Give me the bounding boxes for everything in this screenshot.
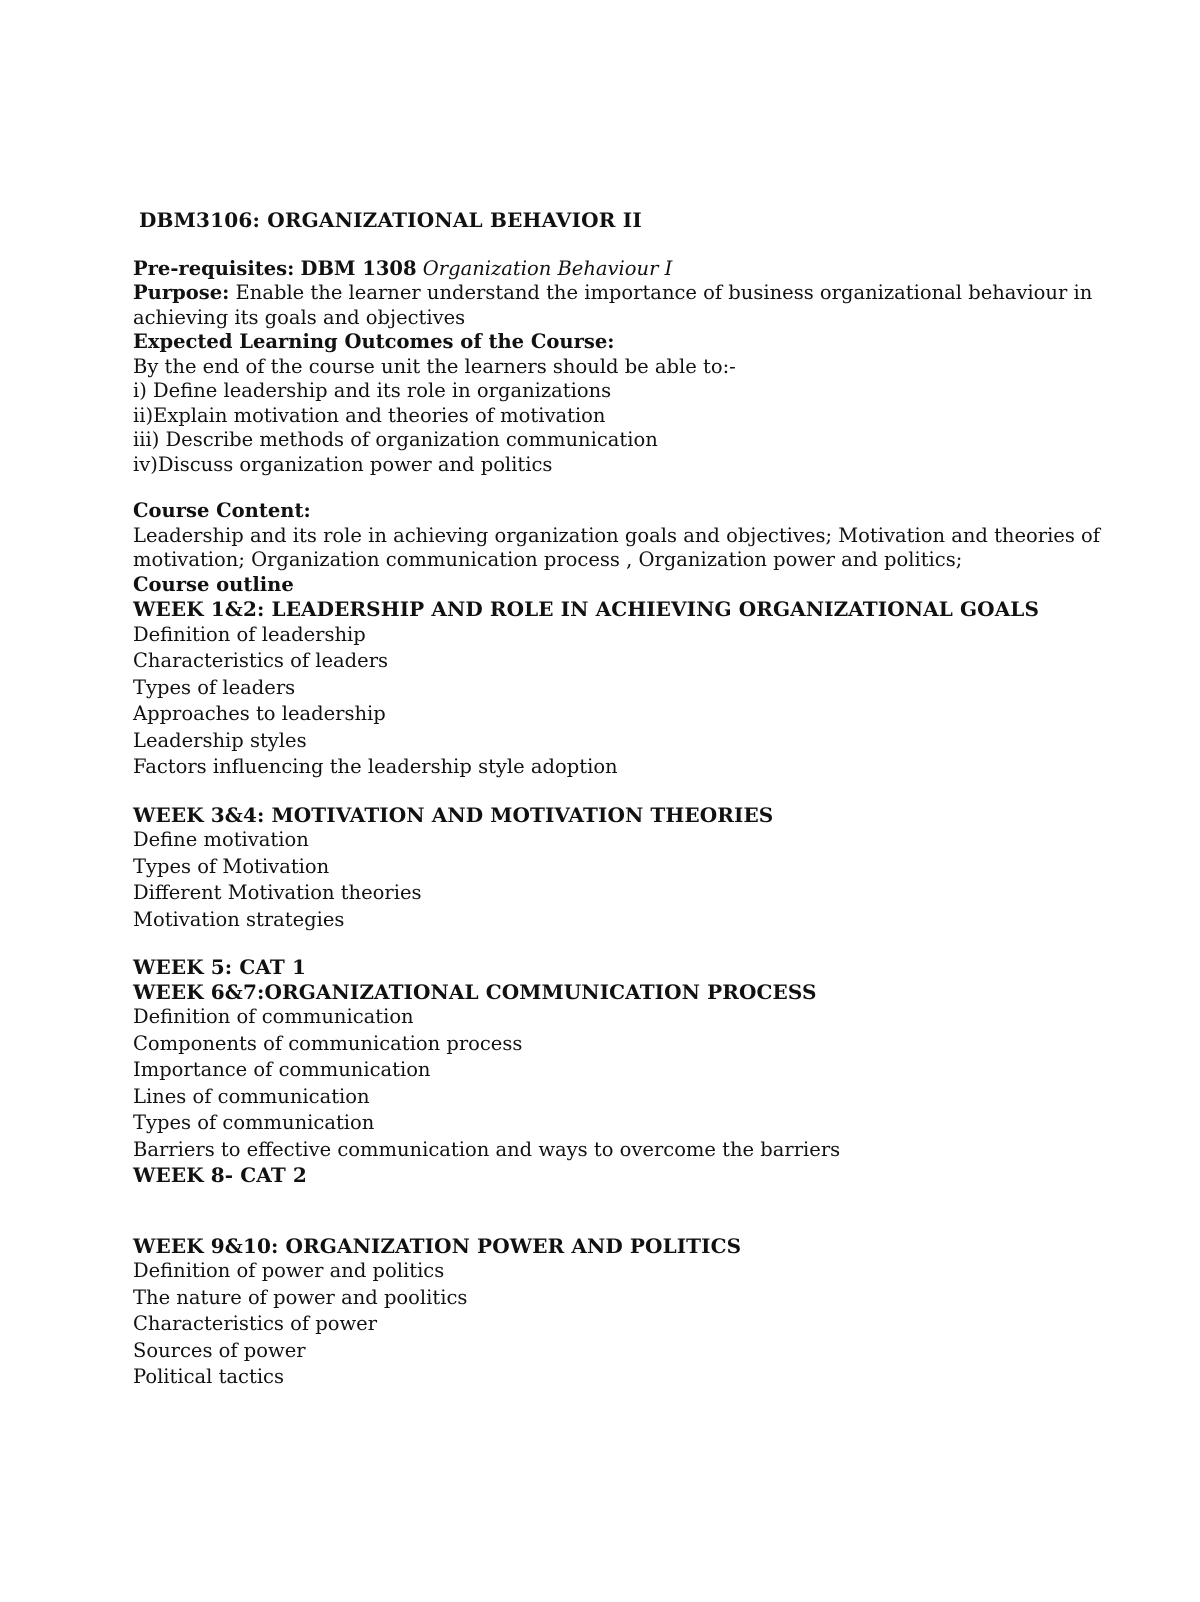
outcome-item: iv)Discuss organization power and politics (133, 452, 553, 476)
list-item: Factors influencing the leadership style adoption (133, 755, 618, 778)
week-6-7-list (133, 1004, 1133, 1163)
outcomes-heading: Expected Learning Outcomes of the Course: (133, 330, 615, 353)
list-item: Barriers to effective communication and ways to overcome the barriers (133, 1137, 841, 1161)
outcome-item: i) Define leadership and its role in organizations (133, 379, 612, 402)
week-1-2-list (133, 622, 1133, 781)
list-item: Importance of communication (133, 1058, 431, 1081)
list-item: Components of communication process (133, 1031, 523, 1055)
list-item: Definition of power and politics (133, 1259, 445, 1282)
list-item: Definition of leadership (133, 622, 366, 646)
outcome-item: ii)Explain motivation and theories of motivation (133, 403, 606, 427)
prerequisites-code: DBM 1308 (300, 256, 417, 280)
course-outline-heading: Course outline (133, 572, 294, 596)
outcome-item: iii) Describe methods of organization communication (133, 428, 658, 451)
course-content-text: Leadership and its role in achieving organization goals and objectives; Motivation and theories of motivation; Organization communication process , Organization power and politics; (133, 523, 1101, 571)
list-item: Types of leaders (133, 675, 296, 699)
prerequisites-line (133, 257, 1133, 282)
purpose-line (133, 281, 1133, 330)
list-item: Lines of communication (133, 1084, 370, 1108)
week-3-4-heading: WEEK 3&4: MOTIVATION AND MOTIVATION THEORIES (133, 802, 774, 827)
week-8-heading: WEEK 8- CAT 2 (133, 1163, 307, 1187)
course-document (133, 208, 1133, 1391)
list-item: Political tactics (133, 1365, 284, 1388)
list-item: Sources of power (133, 1338, 306, 1362)
purpose-text: Enable the learner understand the importance of business organizational behaviour in achieving its goals and objectives (133, 281, 1093, 329)
list-item: Types of communication (133, 1111, 375, 1134)
list-item: The nature of power and poolitics (133, 1285, 468, 1309)
list-item: Types of Motivation (133, 854, 330, 878)
list-item: Characteristics of leaders (133, 649, 389, 672)
week-6-7-heading: WEEK 6&7:ORGANIZATIONAL COMMUNICATION PROCESS (133, 979, 817, 1004)
purpose-label: Purpose: (133, 281, 230, 304)
prerequisites-course-name: Organization Behaviour I (422, 256, 673, 280)
list-item: Leadership styles (133, 728, 307, 752)
list-item: Motivation strategies (133, 907, 345, 931)
week-9-10-list (133, 1258, 1133, 1391)
list-item: Different Motivation theories (133, 881, 422, 904)
week-9-10-heading: WEEK 9&10: ORGANIZATION POWER AND POLITICS (133, 1233, 742, 1258)
week-3-4-list (133, 827, 1133, 933)
week-5-heading: WEEK 5: CAT 1 (133, 955, 306, 979)
course-title: DBM3106: ORGANIZATIONAL BEHAVIOR II (139, 208, 642, 232)
prerequisites-label: Pre-requisites: (133, 256, 295, 280)
course-content-heading: Course Content: (133, 499, 311, 522)
list-item: Approaches to leadership (133, 702, 386, 725)
list-item: Definition of communication (133, 1005, 414, 1028)
outcomes-intro: By the end of the course unit the learners should be able to:- (133, 354, 736, 378)
week-1-2-heading: WEEK 1&2: LEADERSHIP AND ROLE IN ACHIEVING ORGANIZATIONAL GOALS (133, 597, 1040, 621)
list-item: Define motivation (133, 828, 309, 851)
list-item: Characteristics of power (133, 1312, 378, 1335)
